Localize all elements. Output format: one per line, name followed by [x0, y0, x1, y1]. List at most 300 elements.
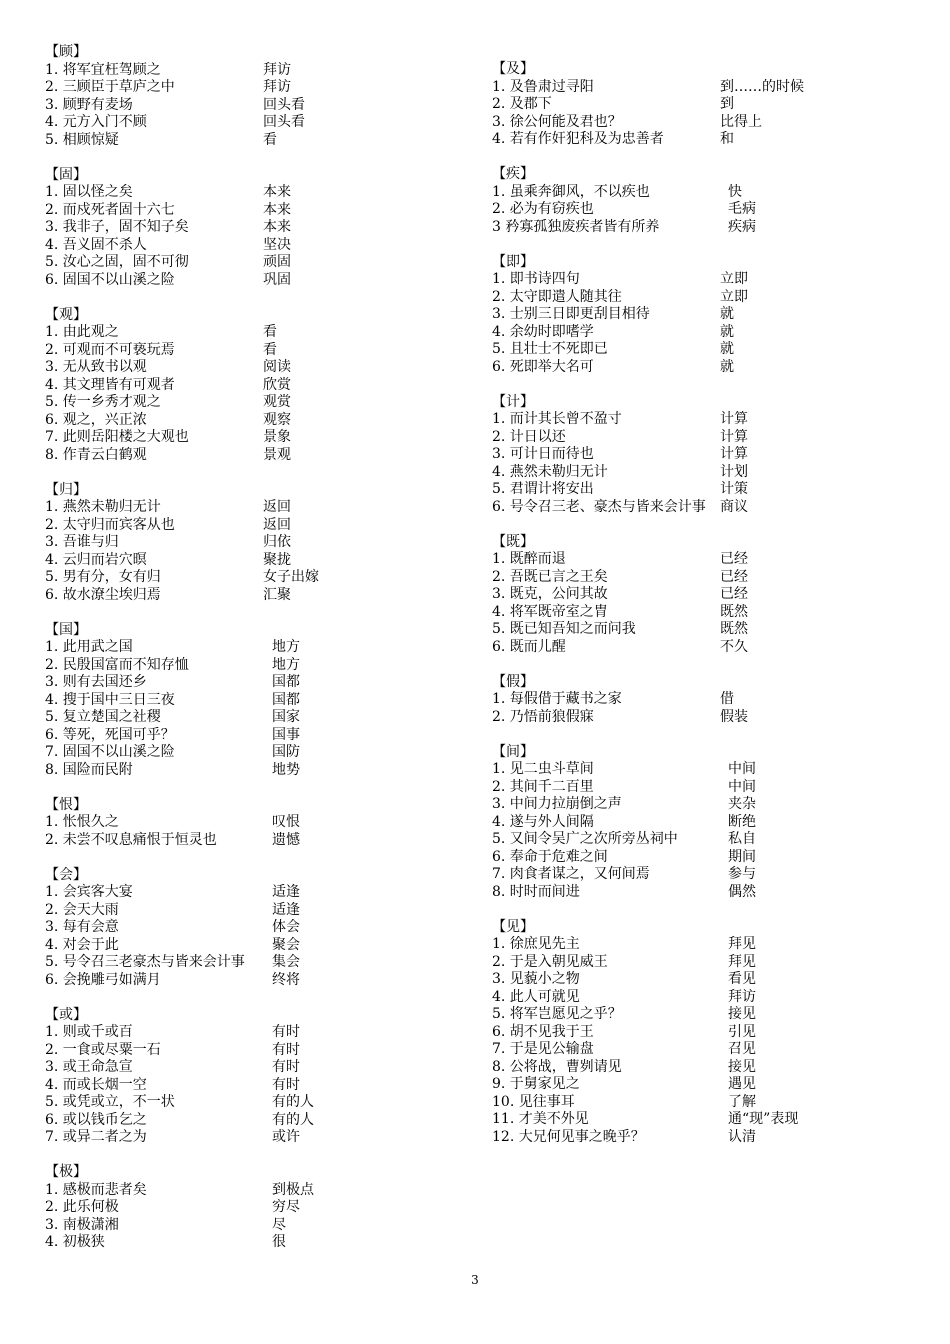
meaning: 夹杂 [728, 796, 756, 812]
example-row [45, 674, 465, 692]
meaning: 偶然 [728, 883, 756, 900]
entry-heading: 【顾】 [45, 44, 87, 60]
example-sentence: 5. 汝心之固，固不可彻 [45, 254, 189, 270]
meaning: 接见 [728, 1006, 756, 1022]
example-row [45, 954, 465, 972]
example-row [492, 184, 932, 202]
example-row [492, 831, 932, 849]
example-sentence: 4. 将军既帝室之胄 [492, 603, 608, 620]
meaning: 有的人 [272, 1094, 314, 1110]
meaning: 看 [263, 341, 277, 358]
example-sentence: 2. 乃悟前狼假寐 [492, 708, 594, 725]
example-sentence: 2. 而戍死者固十六七 [45, 201, 175, 218]
meaning: 顽固 [263, 254, 291, 270]
example-row [45, 762, 465, 780]
meaning: 回头看 [263, 96, 305, 113]
entry-heading: 【既】 [492, 533, 534, 550]
example-sentence: 4. 初极狭 [45, 1234, 105, 1250]
word-entry [492, 394, 932, 517]
meaning: 中间 [728, 761, 756, 777]
example-sentence: 6. 会挽雕弓如满月 [45, 971, 161, 988]
example-row [492, 446, 932, 464]
meaning: 集会 [272, 954, 300, 970]
example-sentence: 2. 会天大雨 [45, 901, 119, 918]
meaning: 和 [720, 131, 734, 147]
example-sentence: 2. 可观而不可亵玩焉 [45, 341, 175, 358]
entry-heading: 【或】 [45, 1006, 87, 1023]
meaning: 计算 [720, 428, 748, 445]
example-row [45, 132, 465, 150]
example-row [45, 972, 465, 990]
example-sentence: 8. 时时而间进 [492, 883, 580, 900]
example-sentence: 8. 国险而民附 [45, 761, 133, 778]
meaning: 就 [720, 323, 734, 340]
meaning: 计算 [720, 446, 748, 462]
example-row [492, 201, 932, 219]
example-sentence: 3. 无从致书以观 [45, 359, 147, 375]
example-sentence: 5. 又间令吴广之次所旁丛祠中 [492, 831, 678, 847]
meaning: 国都 [272, 674, 300, 690]
word-entry [492, 534, 932, 657]
example-sentence: 6. 故水潦尘埃归焉 [45, 586, 161, 603]
example-row [492, 499, 932, 517]
meaning: 国防 [272, 744, 300, 760]
example-sentence: 4. 元方入门不顾 [45, 114, 147, 130]
meaning: 很 [272, 1234, 286, 1250]
example-sentence: 1. 既醉而退 [492, 551, 566, 567]
example-row [45, 814, 465, 832]
example-row [45, 499, 465, 517]
meaning: 地方 [272, 639, 300, 655]
meaning: 计策 [720, 481, 748, 497]
entry-heading: 【国】 [45, 621, 87, 638]
example-sentence: 3. 南极潇湘 [45, 1216, 119, 1233]
meaning: 看 [263, 324, 277, 340]
example-sentence: 7. 此则岳阳楼之大观也 [45, 429, 189, 445]
meaning: 拜见 [728, 953, 756, 970]
example-row [492, 219, 932, 237]
example-row [492, 954, 932, 972]
example-sentence: 2. 必为有窃疾也 [492, 201, 594, 217]
meaning: 不久 [720, 638, 748, 655]
meaning: 认清 [728, 1128, 756, 1145]
word-entry [45, 867, 465, 990]
entry-heading: 【观】 [45, 306, 87, 323]
example-row [45, 342, 465, 360]
example-sentence: 8. 作青云白鹤观 [45, 446, 147, 463]
example-sentence: 7. 肉食者谋之，又何间焉 [492, 866, 650, 882]
meaning: 就 [720, 358, 734, 375]
example-sentence: 4. 遂与外人间隔 [492, 813, 594, 830]
example-sentence: 3. 每有会意 [45, 919, 119, 935]
word-entry [492, 254, 932, 377]
example-row [492, 569, 932, 587]
example-sentence: 4. 此人可就见 [492, 988, 580, 1005]
meaning: 本来 [263, 201, 291, 218]
example-row [45, 1182, 465, 1200]
example-sentence: 9. 于舅家见之 [492, 1076, 580, 1092]
example-sentence: 4. 搜于国中三日三夜 [45, 691, 175, 708]
meaning: 借 [720, 691, 734, 707]
example-sentence: 6. 号令召三老、豪杰与皆来会计事 [492, 498, 706, 515]
word-entry [45, 482, 465, 605]
example-sentence: 2. 其间千二百里 [492, 778, 594, 795]
example-sentence: 7. 或异二者之为 [45, 1129, 147, 1145]
meaning: 有时 [272, 1059, 300, 1075]
example-sentence: 6. 死即举大名可 [492, 358, 594, 375]
meaning: 景象 [263, 429, 291, 445]
example-sentence: 2. 三顾臣于草庐之中 [45, 79, 175, 95]
example-sentence: 1. 虽乘奔御风，不以疾也 [492, 183, 650, 200]
example-row [45, 1077, 465, 1095]
example-sentence: 1. 则或千或百 [45, 1024, 133, 1040]
example-sentence: 2. 及郡下 [492, 96, 552, 112]
example-row [45, 429, 465, 447]
example-row [45, 534, 465, 552]
example-row [45, 709, 465, 727]
example-sentence: 2. 此乐何极 [45, 1199, 119, 1215]
example-sentence: 5. 复立楚国之社稷 [45, 709, 161, 725]
example-row [45, 237, 465, 255]
meaning: 国都 [272, 691, 300, 708]
example-sentence: 6. 胡不见我于王 [492, 1023, 594, 1040]
example-row [45, 919, 465, 937]
example-sentence: 2. 计日以还 [492, 428, 566, 445]
meaning: 尽 [272, 1216, 286, 1233]
example-row [45, 62, 465, 80]
meaning: 阅读 [263, 359, 291, 375]
example-row [45, 412, 465, 430]
example-sentence: 2. 于是入朝见威王 [492, 953, 608, 970]
meaning: 到……的时候 [720, 78, 804, 95]
example-row [45, 97, 465, 115]
example-row [45, 692, 465, 710]
example-row [45, 79, 465, 97]
example-row [492, 551, 932, 569]
meaning: 计算 [720, 411, 748, 427]
example-sentence: 1. 每假借于藏书之家 [492, 691, 622, 707]
example-sentence: 3. 徐公何能及君也？ [492, 113, 622, 130]
meaning: 国家 [272, 709, 300, 725]
meaning: 立即 [720, 271, 748, 287]
meaning: 叹恨 [272, 814, 300, 830]
example-row [492, 1006, 932, 1024]
meaning: 看 [263, 131, 277, 148]
example-sentence: 3. 或王命急宣 [45, 1059, 133, 1075]
example-sentence: 11. 才美不外见 [492, 1111, 589, 1127]
example-row [492, 1024, 932, 1042]
example-sentence: 12. 大兄何见事之晚乎？ [492, 1128, 645, 1145]
example-sentence: 5. 且壮士不死即已 [492, 341, 608, 357]
meaning: 已经 [720, 568, 748, 585]
example-row [45, 1059, 465, 1077]
example-sentence: 1. 感极而悲者矣 [45, 1181, 147, 1198]
entry-heading: 【极】 [45, 1164, 87, 1180]
entry-heading: 【假】 [492, 673, 534, 690]
entry-heading: 【疾】 [492, 166, 534, 182]
example-row [492, 464, 932, 482]
example-sentence: 5. 君谓计将安出 [492, 481, 594, 497]
example-row [45, 552, 465, 570]
example-sentence: 5. 号令召三老豪杰与皆来会计事 [45, 954, 245, 970]
meaning: 遇见 [728, 1076, 756, 1092]
meaning: 拜见 [728, 936, 756, 952]
example-sentence: 3. 顾野有麦场 [45, 96, 133, 113]
example-sentence: 5. 男有分，女有归 [45, 569, 161, 585]
word-entry [492, 919, 932, 1147]
left-column [45, 44, 465, 1269]
entry-heading: 【固】 [45, 166, 87, 183]
entry-heading: 【计】 [492, 393, 534, 410]
meaning: 既然 [720, 603, 748, 620]
example-row [45, 832, 465, 850]
meaning: 引见 [728, 1023, 756, 1040]
example-sentence: 4. 燕然未勒归无计 [492, 463, 608, 480]
meaning: 拜访 [263, 79, 291, 95]
example-row [492, 324, 932, 342]
entry-heading: 【见】 [492, 918, 534, 935]
example-sentence: 4. 对会于此 [45, 936, 119, 953]
example-row [45, 1199, 465, 1217]
example-sentence: 6. 观之，兴正浓 [45, 411, 147, 428]
example-sentence: 3. 吾谁与归 [45, 534, 119, 550]
example-sentence: 4. 吾义固不杀人 [45, 236, 147, 253]
meaning: 召见 [728, 1041, 756, 1057]
word-entry [45, 307, 465, 465]
example-sentence: 1. 固以怪之矣 [45, 184, 133, 200]
example-row [492, 796, 932, 814]
example-row [45, 1234, 465, 1252]
meaning: 观赏 [263, 394, 291, 410]
meaning: 坚决 [263, 236, 291, 253]
word-entry [492, 61, 932, 149]
example-sentence: 10. 见往事耳 [492, 1093, 575, 1110]
example-row [492, 1059, 932, 1077]
example-row [492, 429, 932, 447]
example-row [492, 691, 932, 709]
meaning: 私自 [728, 831, 756, 847]
meaning: 景观 [263, 446, 291, 463]
example-row [45, 272, 465, 290]
example-row [492, 936, 932, 954]
example-row [45, 1217, 465, 1235]
example-row [492, 621, 932, 639]
example-row [492, 341, 932, 359]
example-sentence: 2. 吾既已言之王矣 [492, 568, 608, 585]
example-sentence: 5. 相顾惊疑 [45, 131, 119, 148]
example-sentence: 3 矜寡孤独废疾者皆有所养 [492, 218, 660, 235]
example-row [45, 359, 465, 377]
example-sentence: 5. 既已知吾知之而问我 [492, 621, 636, 637]
example-sentence: 3. 既克，公问其故 [492, 586, 608, 602]
meaning: 疾病 [728, 218, 756, 235]
meaning: 有时 [272, 1041, 300, 1058]
example-sentence: 2. 民殷国富而不知存恤 [45, 656, 189, 673]
example-sentence: 4. 云归而岩穴暝 [45, 551, 147, 568]
page-number: 3 [471, 1273, 479, 1287]
example-row [492, 814, 932, 832]
meaning: 比得上 [720, 113, 762, 130]
word-entry [492, 744, 932, 902]
entry-heading: 【归】 [45, 481, 87, 498]
meaning: 回头看 [263, 114, 305, 130]
example-sentence: 4. 若有作奸犯科及为忠善者 [492, 131, 664, 147]
example-row [45, 902, 465, 920]
meaning: 毛病 [728, 201, 756, 217]
meaning: 适逢 [272, 901, 300, 918]
example-row [492, 1111, 932, 1129]
meaning: 穷尽 [272, 1199, 300, 1215]
example-row [45, 219, 465, 237]
example-row [492, 289, 932, 307]
meaning: 到极点 [272, 1181, 314, 1198]
example-row [492, 481, 932, 499]
example-row [45, 202, 465, 220]
word-entry [45, 44, 465, 149]
example-sentence: 3. 中间力拉崩倒之声 [492, 796, 622, 812]
meaning: 聚拢 [263, 551, 291, 568]
example-row [45, 569, 465, 587]
example-row [45, 744, 465, 762]
meaning: 有的人 [272, 1111, 314, 1128]
example-sentence: 1. 及鲁肃过寻阳 [492, 78, 594, 95]
example-row [45, 377, 465, 395]
meaning: 终将 [272, 971, 300, 988]
example-row [45, 517, 465, 535]
example-sentence: 4. 其文理皆有可观者 [45, 376, 175, 393]
example-row [45, 1024, 465, 1042]
example-row [492, 96, 932, 114]
example-sentence: 1. 而计其长曾不盈寸 [492, 411, 622, 427]
example-row [492, 971, 932, 989]
word-entry [45, 167, 465, 290]
meaning: 女子出嫁 [263, 569, 319, 585]
example-sentence: 4. 余幼时即嗜学 [492, 323, 594, 340]
meaning: 归依 [263, 534, 291, 550]
word-entry [45, 622, 465, 780]
example-row [492, 1076, 932, 1094]
meaning: 中间 [728, 778, 756, 795]
example-row [45, 1042, 465, 1060]
example-sentence: 6. 既而儿醒 [492, 638, 566, 655]
example-sentence: 1. 由此观之 [45, 324, 119, 340]
example-row [45, 447, 465, 465]
example-sentence: 3. 士别三日即更刮目相待 [492, 306, 650, 322]
example-row [45, 184, 465, 202]
example-row [492, 779, 932, 797]
meaning: 期间 [728, 848, 756, 865]
example-row [492, 131, 932, 149]
example-sentence: 1. 会宾客大宴 [45, 884, 133, 900]
example-row [492, 1094, 932, 1112]
meaning: 就 [720, 306, 734, 322]
example-row [492, 761, 932, 779]
example-row [45, 657, 465, 675]
meaning: 观察 [263, 411, 291, 428]
example-row [45, 254, 465, 272]
meaning: 国事 [272, 726, 300, 743]
entry-heading: 【会】 [45, 866, 87, 883]
meaning: 已经 [720, 551, 748, 567]
entry-heading: 【恨】 [45, 796, 87, 813]
example-sentence: 1. 此用武之国 [45, 639, 133, 655]
example-row [492, 639, 932, 657]
word-entry [45, 1164, 465, 1252]
example-sentence: 3. 可计日而待也 [492, 446, 594, 462]
meaning: 适逢 [272, 884, 300, 900]
meaning: 计划 [720, 463, 748, 480]
example-row [45, 1129, 465, 1147]
meaning: 假装 [720, 708, 748, 725]
example-row [45, 639, 465, 657]
example-row [492, 849, 932, 867]
meaning: 就 [720, 341, 734, 357]
meaning: 参与 [728, 866, 756, 882]
example-row [492, 1041, 932, 1059]
right-column [492, 61, 932, 1164]
meaning: 返回 [263, 516, 291, 533]
meaning: 汇聚 [263, 586, 291, 603]
example-row [492, 271, 932, 289]
example-sentence: 3. 则有去国还乡 [45, 674, 147, 690]
word-entry [45, 1007, 465, 1147]
example-sentence: 6. 等死，死国可乎？ [45, 726, 175, 743]
meaning: 地方 [272, 656, 300, 673]
meaning: 商议 [720, 498, 748, 515]
meaning: 有时 [272, 1076, 300, 1093]
meaning: 立即 [720, 288, 748, 305]
meaning: 接见 [728, 1058, 756, 1075]
example-row [492, 884, 932, 902]
example-sentence: 7. 固国不以山溪之险 [45, 744, 175, 760]
example-sentence: 2. 一食或尽粟一石 [45, 1041, 161, 1058]
meaning: 本来 [263, 184, 291, 200]
example-row [492, 1129, 932, 1147]
meaning: 快 [728, 183, 742, 200]
example-sentence: 5. 传一乡秀才观之 [45, 394, 161, 410]
example-sentence: 8. 公将战，曹刿请见 [492, 1058, 622, 1075]
meaning: 地势 [272, 761, 300, 778]
example-row [492, 411, 932, 429]
example-row [45, 884, 465, 902]
meaning: 通“现”表现 [728, 1111, 799, 1127]
example-sentence: 1. 将军宜枉驾顾之 [45, 61, 161, 78]
meaning: 欣赏 [263, 376, 291, 393]
example-row [45, 937, 465, 955]
example-sentence: 6. 或以钱币乞之 [45, 1111, 147, 1128]
word-entry [45, 797, 465, 850]
meaning: 返回 [263, 499, 291, 515]
example-sentence: 2. 未尝不叹息痛恨于恒灵也 [45, 831, 217, 848]
example-sentence: 1. 燕然未勒归无计 [45, 499, 161, 515]
example-row [45, 1094, 465, 1112]
example-sentence: 1. 见二虫斗草间 [492, 761, 594, 777]
example-row [492, 866, 932, 884]
example-row [45, 394, 465, 412]
meaning: 已经 [720, 586, 748, 602]
meaning: 拜访 [728, 988, 756, 1005]
example-row [45, 727, 465, 745]
example-sentence: 6. 奉命于危难之间 [492, 848, 608, 865]
example-row [492, 306, 932, 324]
meaning: 巩固 [263, 271, 291, 288]
meaning: 本来 [263, 219, 291, 235]
meaning: 既然 [720, 621, 748, 637]
example-row [492, 79, 932, 97]
example-sentence: 2. 太守即遣人随其往 [492, 288, 622, 305]
meaning: 了解 [728, 1093, 756, 1110]
entry-heading: 【及】 [492, 61, 534, 77]
